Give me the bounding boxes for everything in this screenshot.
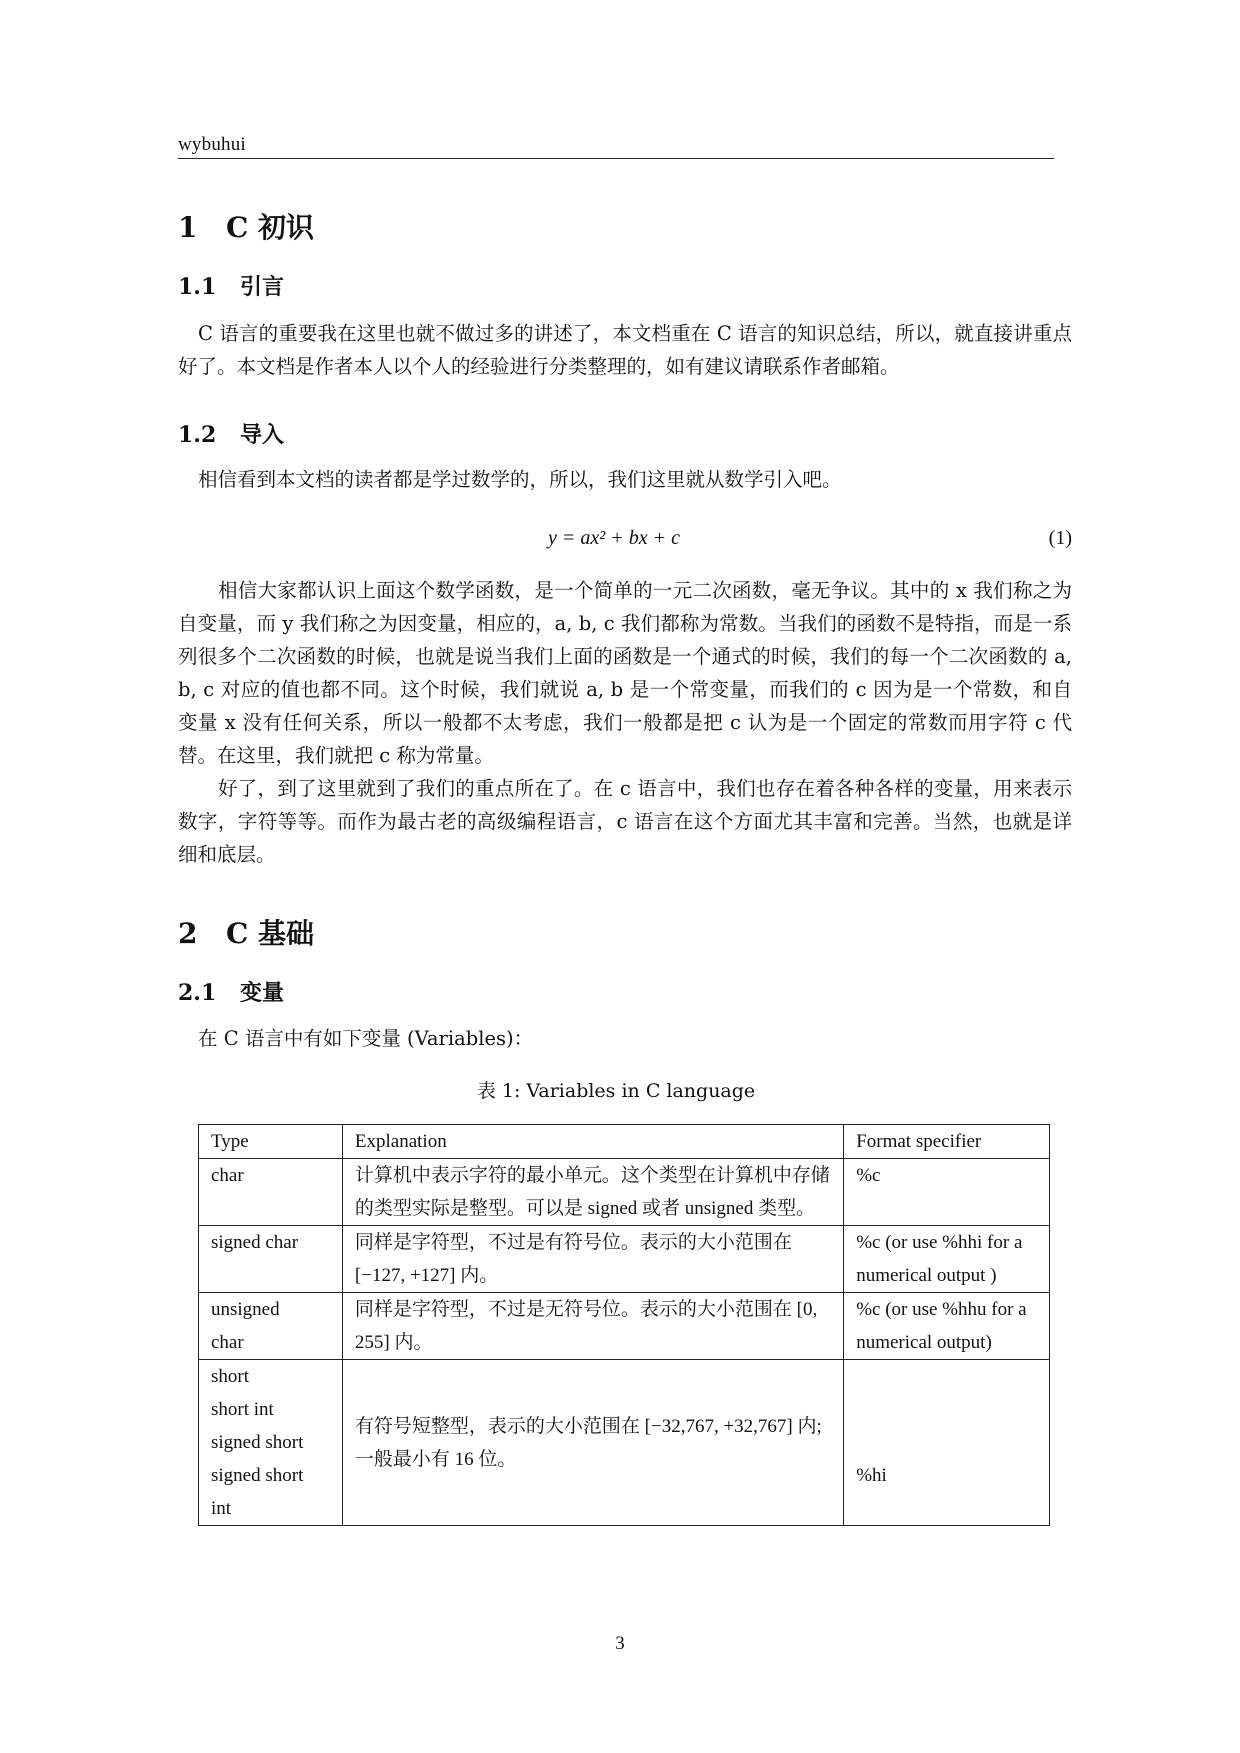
explanation-cell: 同样是字符型，不过是无符号位。表示的大小范围在 [0, 255] 内。 xyxy=(342,1293,843,1360)
type-line: int xyxy=(211,1498,232,1519)
format-cell: %c xyxy=(844,1159,1050,1226)
paragraph-lead-in: 相信看到本文档的读者都是学过数学的，所以，我们这里就从数学引入吧。 xyxy=(198,468,842,491)
type-line: unsigned xyxy=(211,1299,280,1320)
paragraph-table-lead: 在 C 语言中有如下变量 (Variables)： xyxy=(198,1027,534,1050)
type-line: short int xyxy=(211,1399,274,1420)
type-line: signed char xyxy=(211,1232,299,1253)
table-row xyxy=(199,1293,1050,1360)
section-number: 1 xyxy=(178,211,198,244)
type-line: signed short xyxy=(211,1465,304,1486)
table-row xyxy=(199,1360,1050,1526)
table-row xyxy=(199,1159,1050,1226)
table-row xyxy=(199,1226,1050,1293)
type-cell xyxy=(199,1159,343,1226)
section-heading-1 xyxy=(178,206,314,246)
paragraph-function-explanation: 相信大家都认识上面这个数学函数，是一个简单的一元二次函数，毫无争议。其中的 x 我们称之为自变量，而 y 我们称之为因变量，相应的，a, b, c 我们都称为常数。当我们的函数不是特指，而是一系列很多个二次函数的时候，也就是说当我们上面的函数是一个通式的时候，我们的每一个二次函数的 a, b, c 对应的值也都不同。这个时候，我们就说 a, b 是一个常变量，而我们的 c 因为是一个常数，和自变量 x 没有任何关系，所以一般都不太考虑，我们一般都是把 c 认为是一个固定的常数而用字符 c 代替。在这里，我们就把 c 称为常量。 xyxy=(178,579,1072,767)
column-header-format: Format specifier xyxy=(844,1125,1050,1159)
type-line: signed short xyxy=(211,1432,304,1453)
table-caption: 表 1: Variables in C language xyxy=(476,1080,756,1102)
column-header-type: Type xyxy=(199,1125,343,1159)
explanation-cell: 有符号短整型，表示的大小范围在 [−32,767, +32,767] 内; 一般最小有 16 位。 xyxy=(342,1360,843,1526)
table-header-row xyxy=(199,1125,1050,1159)
type-line: short xyxy=(211,1366,249,1387)
subsection-number: 2.1 xyxy=(178,980,217,1006)
variables-table xyxy=(198,1124,1050,1526)
paragraph-intro: C 语言的重要我在这里也就不做过多的讲述了，本文档重在 C 语言的知识总结，所以，就直接讲重点好了。本文档是作者本人以个人的经验进行分类整理的，如有建议请联系作者邮箱。 xyxy=(178,322,1072,378)
paragraph-variables-intro: 好了，到了这里就到了我们的重点所在了。在 c 语言中，我们也存在着各种各样的变量，用来表示数字，字符等等。而作为最古老的高级编程语言，c 语言在这个方面尤其丰富和完善。当然，也就是详细和底层。 xyxy=(178,777,1072,866)
type-cell xyxy=(199,1293,343,1360)
subsection-number: 1.2 xyxy=(178,422,217,448)
subsection-title: 导入 xyxy=(240,422,285,448)
equation-body: y = ax² + bx + c xyxy=(548,527,680,549)
type-line: char xyxy=(211,1332,244,1353)
page-number: 3 xyxy=(615,1633,625,1654)
explanation-cell: 同样是字符型，不过是有符号位。表示的大小范围在 [−127, +127] 内。 xyxy=(342,1226,843,1293)
section-heading-2 xyxy=(178,912,314,952)
running-header: wybuhui xyxy=(178,134,246,155)
subsection-heading-2-1 xyxy=(178,976,284,1007)
format-cell: %c (or use %hhi for a numerical output ) xyxy=(844,1226,1050,1293)
subsection-title: 引言 xyxy=(240,274,285,300)
format-cell: %c (or use %hhu for a numerical output) xyxy=(844,1293,1050,1360)
subsection-number: 1.1 xyxy=(178,274,217,300)
equation-number: (1) xyxy=(1048,527,1072,549)
format-cell: %hi xyxy=(844,1360,1050,1526)
section-title: C 基础 xyxy=(226,917,315,950)
type-cell xyxy=(199,1226,343,1293)
column-header-explanation: Explanation xyxy=(342,1125,843,1159)
type-cell xyxy=(199,1360,343,1526)
type-line: char xyxy=(211,1165,244,1186)
subsection-heading-1-1 xyxy=(178,270,284,301)
section-number: 2 xyxy=(178,917,198,950)
section-title: C 初识 xyxy=(226,211,315,244)
header-rule xyxy=(178,158,1054,159)
subsection-title: 变量 xyxy=(240,980,285,1006)
subsection-heading-1-2 xyxy=(178,418,284,449)
explanation-cell: 计算机中表示字符的最小单元。这个类型在计算机中存储的类型实际是整型。可以是 signed 或者 unsigned 类型。 xyxy=(342,1159,843,1226)
